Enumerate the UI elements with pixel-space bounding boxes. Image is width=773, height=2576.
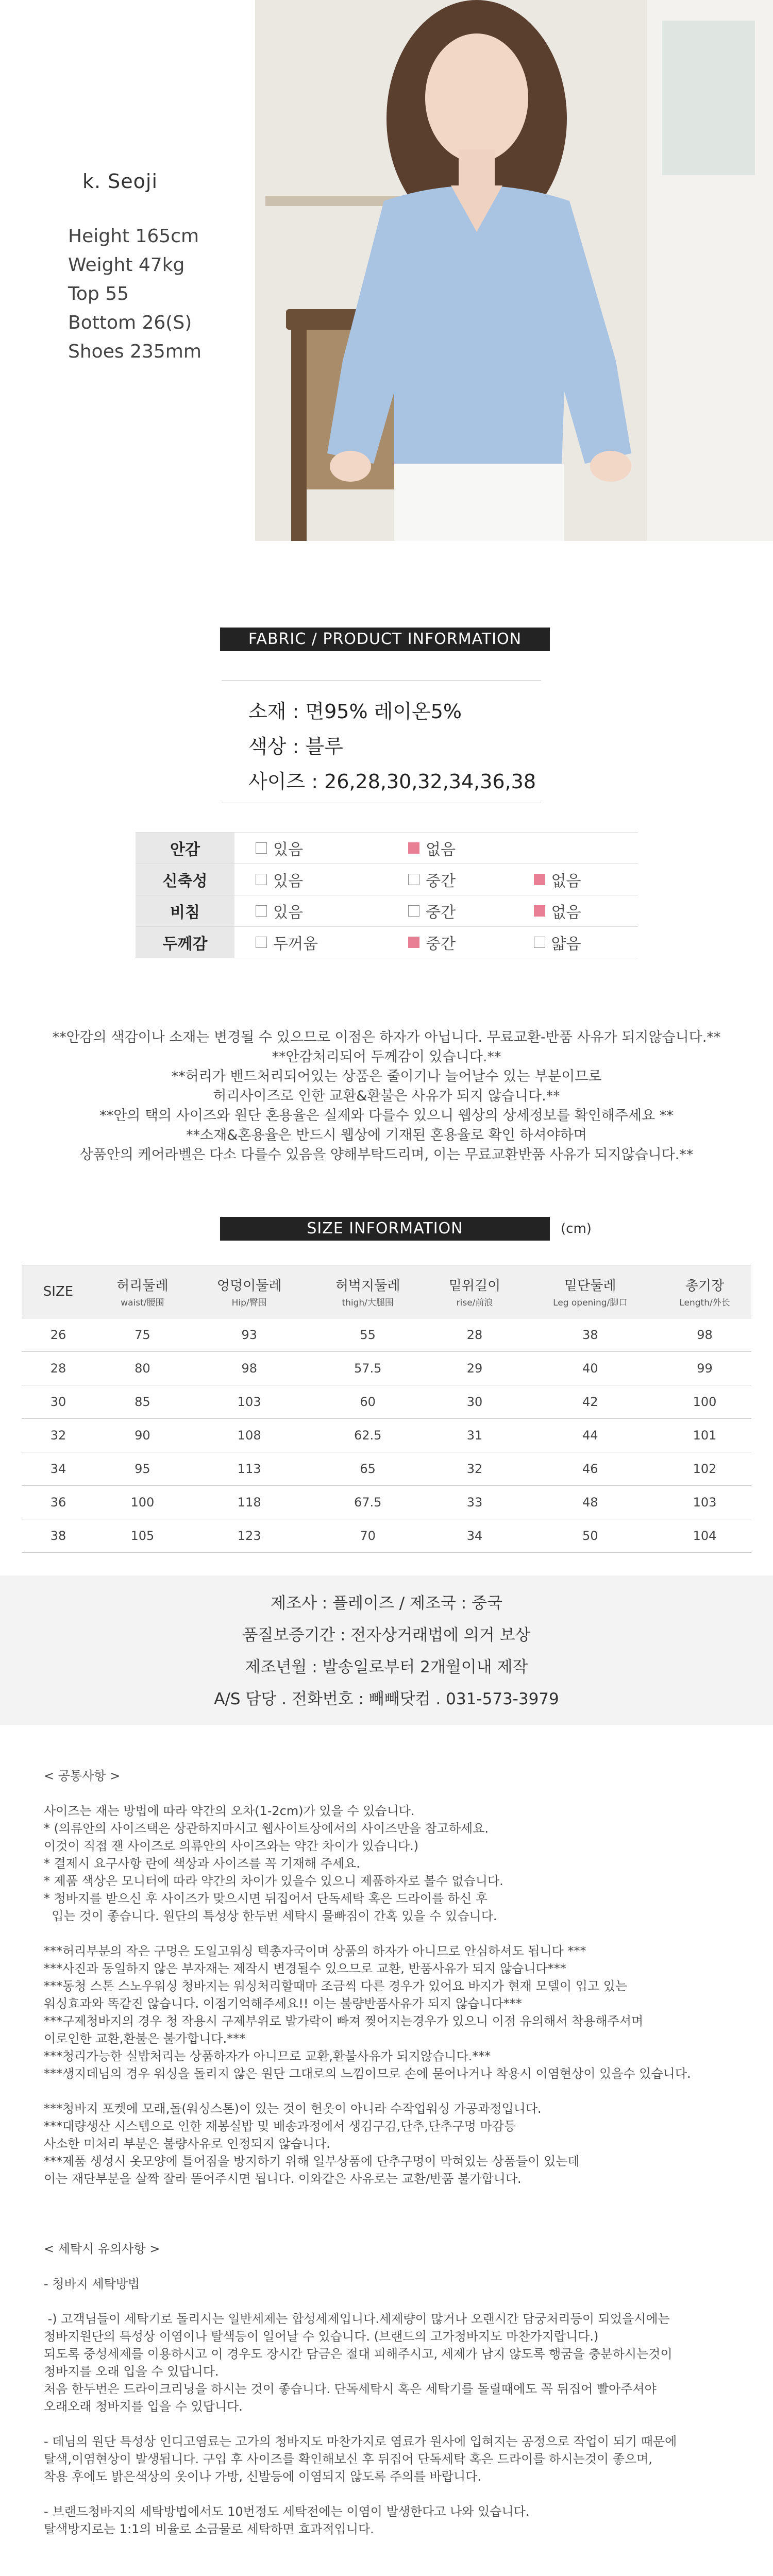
guide-line bbox=[44, 2293, 740, 2310]
guide-line: - 데님의 원단 특성상 인디고염료는 고가의 청바지도 마찬가지로 염료가 원사에 입혀지는 공정으로 작업이 되기 때문에 bbox=[44, 2434, 677, 2449]
property-row bbox=[136, 833, 638, 864]
size-cell: 95 bbox=[95, 1452, 190, 1486]
care-guide bbox=[44, 1767, 740, 2538]
property-option-cell bbox=[387, 833, 512, 864]
unchecked-box-icon bbox=[408, 874, 419, 885]
unchecked-box-icon bbox=[408, 905, 419, 917]
column-name: 허리둘레 bbox=[116, 1278, 169, 1294]
size-cell: 118 bbox=[190, 1486, 309, 1519]
guide-line: 청바지를 오래 입을 수 있답니다. bbox=[44, 2364, 219, 2379]
size-row bbox=[22, 1385, 751, 1419]
fabric-properties-table bbox=[136, 832, 638, 958]
size-unit-label: (cm) bbox=[561, 1221, 592, 1236]
property-row bbox=[136, 864, 638, 895]
unchecked-box-icon bbox=[256, 842, 267, 854]
guide-line bbox=[44, 2205, 740, 2223]
size-cell: 90 bbox=[95, 1419, 190, 1452]
size-column-header bbox=[190, 1265, 309, 1318]
guide-line: * 제품 색상은 모니터에 따라 약간의 차이가 있을수 있으니 제품하자로 볼수 없습니다. bbox=[44, 1874, 503, 1888]
property-label: 안감 bbox=[136, 833, 234, 864]
as-contact-line: A/S 담당 . 전화번호 : 빼빼닷컴 . 031-573-3979 bbox=[214, 1690, 559, 1708]
guide-line: 탈색,이염현상이 발생됩니다. 구입 후 사이즈를 확인해보신 후 뒤집어 단독세탁 혹은 드라이를 하시는것이 좋으며, bbox=[44, 2452, 652, 2466]
size-cell: 93 bbox=[190, 1318, 309, 1352]
note-line: **허리가 밴드처리되어있는 상품은 줄이기나 늘어날수 있는 부분이므로 bbox=[171, 1069, 602, 1084]
guide-line: 이로인한 교환,환불은 불가합니다.*** bbox=[44, 2031, 246, 2046]
guide-line bbox=[44, 1785, 740, 1802]
size-info-header: SIZE INFORMATION bbox=[220, 1217, 550, 1241]
size-cell: 42 bbox=[522, 1385, 658, 1419]
size-column-header bbox=[427, 1265, 523, 1318]
property-option-label: 중간 bbox=[426, 904, 456, 922]
column-subname: Hip/臀围 bbox=[231, 1298, 267, 1308]
checked-box-icon bbox=[408, 937, 419, 948]
model-name: k. Seoji bbox=[82, 170, 158, 193]
guide-line: < 공통사항 > bbox=[44, 1769, 121, 1783]
color-info: 색상 : 블루 bbox=[248, 735, 343, 758]
guide-line: 착용 후에도 밝은색상의 옷이나 가방, 신발등에 이염되지 않도록 주의를 바랍니다. bbox=[44, 2469, 481, 2484]
size-cell: 29 bbox=[427, 1352, 523, 1385]
size-cell: 34 bbox=[22, 1452, 95, 1486]
manufacturer-line: 제조사 : 플레이즈 / 제조국 : 중국 bbox=[271, 1594, 502, 1613]
guide-line: 사소한 미처리 부분은 불량사유로 인정되지 않습니다. bbox=[44, 2137, 330, 2151]
property-option-cell bbox=[387, 864, 512, 895]
size-cell: 44 bbox=[522, 1419, 658, 1452]
checked-box-icon bbox=[534, 905, 545, 917]
warranty-line: 품질보증기간 : 전자상거래법에 의거 보상 bbox=[242, 1626, 531, 1645]
guide-line: 처음 한두번은 드라이크리닝을 하시는 것이 좋습니다. 단독세탁시 혹은 세탁기를 돌릴때에도 꼭 뒤집어 빨아주셔야 bbox=[44, 2382, 657, 2396]
unchecked-box-icon bbox=[256, 937, 267, 948]
guide-line bbox=[44, 1925, 740, 1942]
property-option-cell bbox=[234, 833, 387, 864]
model-height: Height 165cm bbox=[68, 226, 199, 247]
unchecked-box-icon bbox=[534, 937, 545, 948]
guide-line bbox=[44, 2415, 740, 2433]
size-row bbox=[22, 1486, 751, 1519]
guide-line: 사이즈는 재는 방법에 따라 약간의 오차(1-2cm)가 있을 수 있습니다. bbox=[44, 1804, 415, 1818]
property-option-label: 있음 bbox=[273, 872, 303, 890]
guide-line: 되도록 중성세제를 이용하시고 이 경우도 장시간 담금은 절대 피해주시고, 세제가 남지 않도록 행굼을 충분하시는것이 bbox=[44, 2347, 673, 2361]
size-cell: 28 bbox=[22, 1352, 95, 1385]
size-cell: 32 bbox=[22, 1419, 95, 1452]
size-cell: 65 bbox=[309, 1452, 427, 1486]
guide-line: * 결제시 요구사항 란에 색상과 사이즈를 꼭 기재해 주세요. bbox=[44, 1856, 360, 1871]
guide-line: ***제품 생성시 옷모양에 틀어짐을 방지하기 위해 일부상품에 단추구멍이 막혀있는 상품들이 있는데 bbox=[44, 2154, 580, 2168]
material-info: 소재 : 면95% 레이온5% bbox=[248, 700, 462, 723]
guide-line bbox=[44, 2082, 740, 2100]
guide-line bbox=[44, 2485, 740, 2503]
guide-line: 청바지원단의 특성상 이염이나 탈색등이 일어날 수 있습니다. (브랜드의 고가청바지도 마찬가지랍니다.) bbox=[44, 2329, 599, 2344]
fabric-info-header: FABRIC / PRODUCT INFORMATION bbox=[220, 628, 550, 651]
property-option-label: 얇음 bbox=[551, 935, 581, 953]
size-cell: 48 bbox=[522, 1486, 658, 1519]
size-cell: 75 bbox=[95, 1318, 190, 1352]
size-column-header bbox=[658, 1265, 751, 1318]
model-shoes-size: Shoes 235mm bbox=[68, 341, 201, 362]
size-cell: 57.5 bbox=[309, 1352, 427, 1385]
size-table bbox=[22, 1265, 751, 1553]
model-photo-illustration bbox=[255, 0, 773, 541]
size-cell: 103 bbox=[658, 1486, 751, 1519]
unchecked-box-icon bbox=[256, 874, 267, 885]
model-weight: Weight 47kg bbox=[68, 255, 185, 276]
size-cell: 113 bbox=[190, 1452, 309, 1486]
guide-line: - 브랜드청바지의 세탁방법에서도 10번정도 세탁전에는 이염이 발생한다고 나와 있습니다. bbox=[44, 2504, 530, 2519]
size-column-header bbox=[309, 1265, 427, 1318]
size-cell: 100 bbox=[95, 1486, 190, 1519]
guide-line: ***허리부분의 작은 구멍은 도일고워싱 텍총자국이며 상품의 하자가 아니므로 안심하셔도 됩니다 *** bbox=[44, 1944, 586, 1958]
guide-line: ***대량생산 시스템으로 인한 재봉실밥 및 배송과정에서 생김구김,단추,단추구멍 마감등 bbox=[44, 2119, 516, 2133]
guide-line: < 세탁시 유의사항 > bbox=[44, 2242, 160, 2256]
property-option-label: 두꺼움 bbox=[273, 935, 318, 953]
guide-line: ***생지데님의 경우 워싱을 돌리지 않은 원단 그대로의 느낌이므로 손에 묻어나거나 착용시 이염현상이 있을수 있습니다. bbox=[44, 2066, 691, 2081]
column-name: 밑위길이 bbox=[448, 1278, 501, 1294]
column-subname: rise/前浪 bbox=[456, 1298, 493, 1308]
size-cell: 28 bbox=[427, 1318, 523, 1352]
size-cell: 102 bbox=[658, 1452, 751, 1486]
guide-line: 워싱효과와 똑같진 않습니다. 이점기억해주세요!! 이는 불량반품사유가 되지 않습니다*** bbox=[44, 1996, 522, 2011]
property-option-label: 없음 bbox=[551, 904, 581, 922]
guide-line: * 청바지를 받으신 후 사이즈가 맞으시면 뒤집어서 단독세탁 혹은 드라이를 하신 후 bbox=[44, 1891, 488, 1906]
unchecked-box-icon bbox=[256, 905, 267, 917]
guide-line: -) 고객님들이 세탁기로 돌리시는 일반세제는 합성세제입니다.세제량이 많거나 오랜시간 담궁처리등이 되었을시에는 bbox=[44, 2312, 670, 2326]
size-row bbox=[22, 1352, 751, 1385]
divider bbox=[222, 680, 541, 681]
size-cell: 40 bbox=[522, 1352, 658, 1385]
property-option-label: 중간 bbox=[426, 935, 456, 953]
fabric-info-box bbox=[222, 680, 541, 804]
size-cell: 50 bbox=[522, 1519, 658, 1553]
property-option-label: 있음 bbox=[273, 904, 303, 922]
guide-line: - 청바지 세탁방법 bbox=[44, 2277, 140, 2291]
size-cell: 46 bbox=[522, 1452, 658, 1486]
production-date-line: 제조년월 : 발송일로부터 2개월이내 제작 bbox=[245, 1658, 528, 1676]
property-row bbox=[136, 927, 638, 958]
size-row bbox=[22, 1452, 751, 1486]
size-cell: 67.5 bbox=[309, 1486, 427, 1519]
size-cell: 60 bbox=[309, 1385, 427, 1419]
size-cell: 30 bbox=[22, 1385, 95, 1419]
property-option-cell bbox=[513, 833, 638, 864]
size-row bbox=[22, 1318, 751, 1352]
note-line: 허리사이즈로 인한 교환&환불은 사유가 되지 않습니다.** bbox=[213, 1088, 560, 1104]
size-row bbox=[22, 1419, 751, 1452]
size-cell: 98 bbox=[190, 1352, 309, 1385]
column-subname: thigh/大腿围 bbox=[342, 1298, 394, 1308]
size-cell: 33 bbox=[427, 1486, 523, 1519]
guide-line: ***동청 스톤 스노우워싱 청바지는 워싱처리할때마 조금씩 다른 경우가 있어요 바지가 현재 모델이 입고 있는 bbox=[44, 1979, 628, 1993]
size-cell: 98 bbox=[658, 1318, 751, 1352]
column-name: 엉덩이둘레 bbox=[216, 1278, 282, 1294]
guide-line: ***청바지 포켓에 모래,돌(워싱스톤)이 있는 것이 헌옷이 아니라 수작업워싱 가공과정입니다. bbox=[44, 2102, 542, 2116]
column-name: SIZE bbox=[43, 1284, 74, 1299]
size-cell: 80 bbox=[95, 1352, 190, 1385]
size-column-header bbox=[522, 1265, 658, 1318]
property-option-cell bbox=[513, 864, 638, 895]
size-cell: 36 bbox=[22, 1486, 95, 1519]
guide-line: 탈색방지로는 1:1의 비율로 소금물로 세탁하면 효과적입니다. bbox=[44, 2522, 374, 2536]
model-top-size: Top 55 bbox=[68, 283, 129, 304]
property-label: 신축성 bbox=[136, 864, 234, 895]
property-option-cell bbox=[387, 927, 512, 958]
size-cell: 62.5 bbox=[309, 1419, 427, 1452]
size-cell: 85 bbox=[95, 1385, 190, 1419]
property-option-cell bbox=[234, 927, 387, 958]
guide-line bbox=[44, 2188, 740, 2205]
size-cell: 38 bbox=[522, 1318, 658, 1352]
size-cell: 123 bbox=[190, 1519, 309, 1553]
size-cell: 70 bbox=[309, 1519, 427, 1553]
size-cell: 31 bbox=[427, 1419, 523, 1452]
column-name: 허벅지둘레 bbox=[335, 1278, 400, 1294]
checked-box-icon bbox=[534, 874, 545, 885]
model-bottom-size: Bottom 26(S) bbox=[68, 312, 192, 333]
size-cell: 103 bbox=[190, 1385, 309, 1419]
property-option-label: 없음 bbox=[551, 872, 581, 890]
manufacturer-info bbox=[0, 1575, 773, 1725]
guide-line bbox=[44, 2258, 740, 2275]
guide-line: 입는 것이 좋습니다. 원단의 특성상 한두번 세탁시 물빠짐이 간혹 있을 수 있습니다. bbox=[44, 1909, 497, 1923]
size-cell: 105 bbox=[95, 1519, 190, 1553]
size-column-header bbox=[95, 1265, 190, 1318]
size-cell: 55 bbox=[309, 1318, 427, 1352]
property-label: 두께감 bbox=[136, 927, 234, 958]
property-option-cell bbox=[234, 864, 387, 895]
size-cell: 34 bbox=[427, 1519, 523, 1553]
property-option-cell bbox=[387, 895, 512, 927]
guide-line: * (의류안의 사이즈택은 상관하지마시고 웹사이트상에서의 사이즈만을 참고하세요. bbox=[44, 1821, 489, 1836]
note-line: 상품안의 케어라벨은 다소 다를수 있음을 양해부탁드리며, 이는 무료교환반품 사유가 되지않습니다.** bbox=[79, 1147, 694, 1163]
property-option-cell bbox=[234, 895, 387, 927]
property-row bbox=[136, 895, 638, 927]
guide-line bbox=[44, 2223, 740, 2240]
size-cell: 104 bbox=[658, 1519, 751, 1553]
note-line: **안감의 색감이나 소재는 변경될 수 있으므로 이점은 하자가 아닙니다. 무료교환-반품 사유가 되지않습니다.** bbox=[52, 1029, 721, 1045]
property-option-cell bbox=[513, 895, 638, 927]
guide-line: ***사진과 동일하지 않은 부자재는 제작시 변경될수 있으므로 교환, 반품사유가 되지 않습니다*** bbox=[44, 1961, 566, 1976]
column-subname: waist/腰围 bbox=[121, 1298, 164, 1308]
model-photo bbox=[255, 0, 773, 541]
note-line: **안감처리되어 두께감이 있습니다.** bbox=[272, 1049, 501, 1065]
property-option-label: 없음 bbox=[426, 841, 456, 859]
sizes-info: 사이즈 : 26,28,30,32,34,36,38 bbox=[248, 770, 536, 793]
note-line: **소재&혼용율은 반드시 웹상에 기재된 혼용율로 확인 하셔야하며 bbox=[186, 1127, 587, 1143]
size-cell: 99 bbox=[658, 1352, 751, 1385]
column-name: 총기장 bbox=[685, 1278, 725, 1294]
column-subname: Leg opening/脚口 bbox=[553, 1298, 628, 1308]
note-line: **안의 택의 사이즈와 원단 혼용율은 실제와 다를수 있으니 웹상의 상세정보를 확인해주세요 ** bbox=[99, 1108, 674, 1124]
size-cell: 26 bbox=[22, 1318, 95, 1352]
guide-line: 이는 재단부분을 살짝 잘라 뜯어주시면 됩니다. 이와같은 사유로는 교환/반품 불가합니다. bbox=[44, 2172, 522, 2186]
property-option-label: 중간 bbox=[426, 872, 456, 890]
size-cell: 100 bbox=[658, 1385, 751, 1419]
size-row bbox=[22, 1519, 751, 1553]
fabric-notes bbox=[0, 1028, 773, 1165]
column-name: 밑단둘레 bbox=[564, 1278, 616, 1294]
size-cell: 101 bbox=[658, 1419, 751, 1452]
property-option-cell bbox=[513, 927, 638, 958]
guide-line: 오래오래 청바지를 입을 수 있답니다. bbox=[44, 2399, 243, 2414]
guide-line: ***청리가능한 실밥처리는 상품하자가 아니므로 교환,환불사유가 되지않습니다.*** bbox=[44, 2049, 491, 2063]
guide-line: ***구제청바지의 경우 청 작용시 구제부위로 발가락이 빠져 찢어지는경우가 있으니 이점 유의해서 착용해주셔며 bbox=[44, 2014, 644, 2028]
size-cell: 38 bbox=[22, 1519, 95, 1553]
size-cell: 108 bbox=[190, 1419, 309, 1452]
size-cell: 32 bbox=[427, 1452, 523, 1486]
property-option-label: 있음 bbox=[273, 841, 303, 859]
size-cell: 30 bbox=[427, 1385, 523, 1419]
size-column-header bbox=[22, 1265, 95, 1318]
property-label: 비침 bbox=[136, 895, 234, 927]
checked-box-icon bbox=[408, 842, 419, 854]
guide-line: 이것이 직접 잰 사이즈로 의류안의 사이즈와는 약간 차이가 있습니다.) bbox=[44, 1839, 419, 1853]
column-subname: Length/外长 bbox=[679, 1298, 730, 1308]
